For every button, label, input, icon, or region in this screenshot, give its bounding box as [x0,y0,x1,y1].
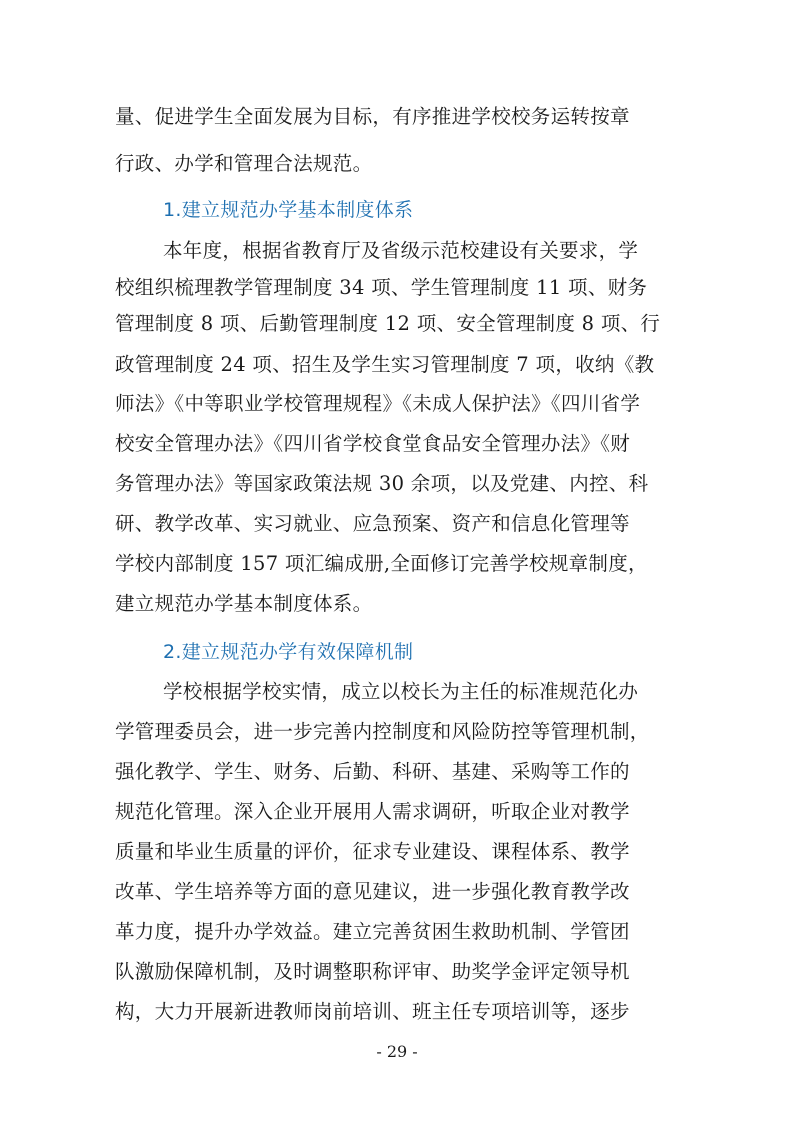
paragraph-line: 改革、学生培养等方面的意见建议，进一步强化教育教学改 [115,880,630,903]
paragraph-line: 学校根据学校实情，成立以校长为主任的标准规范化办 [163,680,639,703]
section-heading-2: 2.建立规范办学有效保障机制 [163,641,414,663]
paragraph-line: 师法》《中等职业学校管理规程》《未成人保护法》《四川省学 [115,392,641,415]
paragraph-line: 规范化管理。深入企业开展用人需求调研，听取企业对教学 [115,800,630,823]
paragraph-line: 建立规范办学基本制度体系。 [115,592,373,615]
paragraph-line: 学校内部制度 157 项汇编成册,全面修订完善学校规章制度， [115,552,648,575]
paragraph-line: 学管理委员会，进一步完善内控制度和风险防控等管理机制， [115,720,650,743]
page-number: - 29 - [376,1042,418,1061]
intro-line: 量、促进学生全面发展为目标，有序推进学校校务运转按章 [115,105,630,128]
paragraph-line: 政管理制度 24 项、招生及学生实习管理制度 7 项，收纳《教 [115,353,655,376]
paragraph-line: 革力度，提升办学效益。建立完善贫困生救助机制、学管团 [115,920,630,943]
paragraph-line: 本年度，根据省教育厅及省级示范校建设有关要求，学 [163,239,639,262]
paragraph-line: 管理制度 8 项、后勤管理制度 12 项、安全管理制度 8 项、行 [115,312,661,335]
paragraph-line: 校组织梳理教学管理制度 34 项、学生管理制度 11 项、财务 [115,276,648,299]
intro-line: 行政、办学和管理合法规范。 [115,152,373,175]
paragraph-line: 队激励保障机制，及时调整职称评审、助奖学金评定领导机 [115,960,630,983]
paragraph-line: 质量和毕业生质量的评价，征求专业建设、课程体系、教学 [115,840,630,863]
section-heading-1: 1.建立规范办学基本制度体系 [163,199,414,221]
paragraph-line: 校安全管理办法》《四川省学校食堂食品安全管理办法》《财 [115,432,631,455]
paragraph-line: 研、教学改革、实习就业、应急预案、资产和信息化管理等 [115,512,630,535]
paragraph-line: 强化教学、学生、财务、后勤、科研、基建、采购等工作的 [115,760,630,783]
paragraph-line: 构，大力开展新进教师岗前培训、班主任专项培训等，逐步 [115,1000,630,1023]
paragraph-line: 务管理办法》等国家政策法规 30 余项，以及党建、内控、科 [115,472,649,495]
